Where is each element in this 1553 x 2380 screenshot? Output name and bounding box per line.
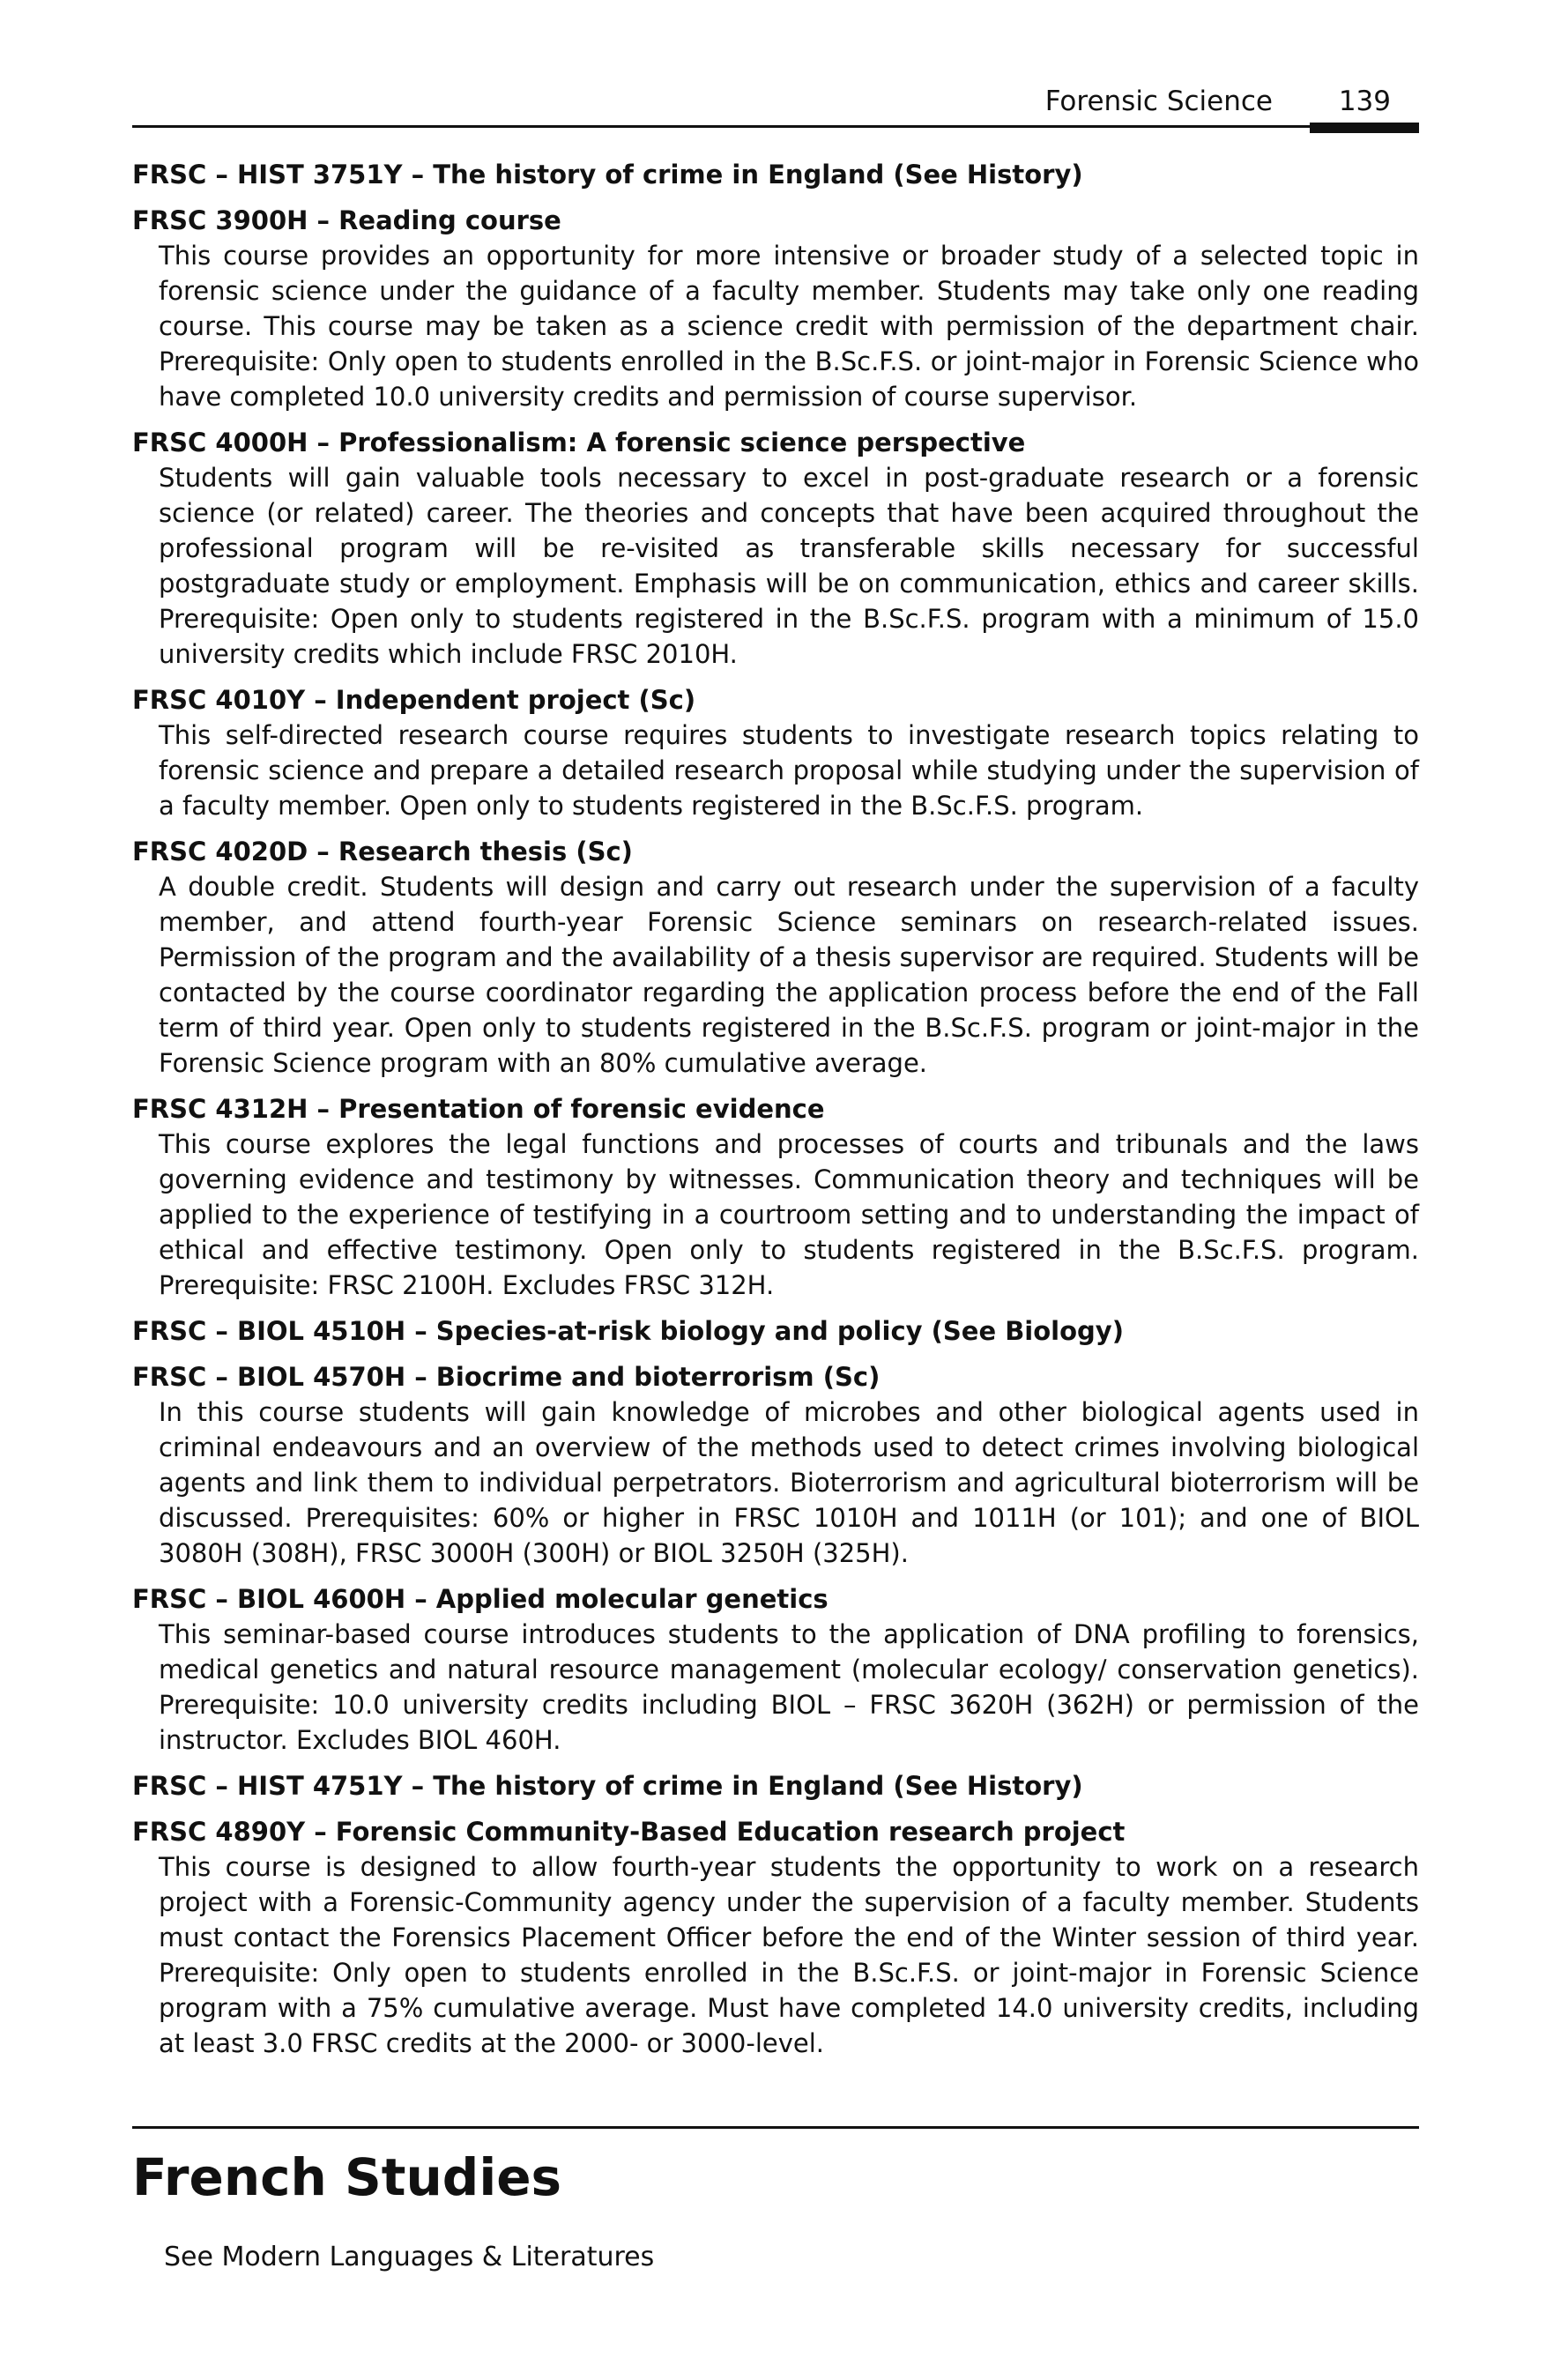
course-description: Students will gain valuable tools necessary to excel in post-graduate research or a forensic science (or related) career. The theories and concepts that have been acquired throughout the professional program will be re-visited as transferable skills necessary for successful postgraduate study or employment. Emphasis will be on communication, ethics and career skills. Prerequisite: Open only to students registered in the B.Sc.F.S. program with a minimum of 15.0 university credits which include FRSC 2010H.: [159, 463, 1419, 669]
header-tab-bar: [1310, 123, 1419, 133]
course-entry: [132, 1814, 1419, 2061]
course-title: FRSC – BIOL 4570H – Biocrime and bioterrorism (Sc): [132, 1362, 881, 1392]
course-title: FRSC 4020D – Research thesis (Sc): [132, 837, 633, 866]
course-title: FRSC – BIOL 4510H – Species-at-risk biology and policy (See Biology): [132, 1316, 1124, 1346]
course-description: This course provides an opportunity for more intensive or broader study of a selected topic in forensic science under the guidance of a faculty member. Students may take only one reading course. This course may be taken as a science credit with permission of the department chair. Prerequisite: Only open to students enrolled in the B.Sc.F.S. or joint-major in Forensic Science who have completed 10.0 university credits and permission of course supervisor.: [159, 241, 1419, 412]
course-entry: [132, 1359, 1419, 1571]
course-title: FRSC 4010Y – Independent project (Sc): [132, 685, 696, 715]
section-divider: [132, 2126, 1419, 2129]
course-description: This self-directed research course requires students to investigate research topics relating to forensic science and prepare a detailed research proposal while studying under the supervision of a faculty member. Open only to students registered in the B.Sc.F.S. program.: [159, 720, 1419, 821]
course-list: [132, 157, 1419, 2071]
running-title: Forensic Science: [1044, 86, 1273, 117]
course-title: FRSC 4000H – Professionalism: A forensic science perspective: [132, 428, 1026, 457]
course-entry: [132, 1091, 1419, 1303]
course-entry: [132, 1581, 1419, 1758]
course-description: In this course students will gain knowledge of microbes and other biological agents used in criminal endeavours and an overview of the methods used to detect crimes involving biological agents and link them to individual perpetrators. Bioterrorism and agricultural bioterrorism will be discussed. Prerequisites: 60% or higher in FRSC 1010H and 1011H (or 101); and one of BIOL 3080H (308H), FRSC 3000H (300H) or BIOL 3250H (325H).: [159, 1397, 1419, 1568]
course-description: This course is designed to allow fourth-year students the opportunity to work on a research project with a Forensic-Community agency under the supervision of a faculty member. Students must contact the Forensics Placement Officer before the end of the Winter session of third year. Prerequisite: Only open to students enrolled in the B.Sc.F.S. or joint-major in Forensic Science program with a 75% cumulative average. Must have completed 14.0 university credits, including at least 3.0 FRSC credits at the 2000- or 3000-level.: [159, 1852, 1419, 2058]
page-number: 139: [1338, 86, 1391, 117]
course-title: FRSC 4312H – Presentation of forensic evidence: [132, 1094, 825, 1124]
course-entry: [132, 1768, 1419, 1804]
course-title: FRSC 4890Y – Forensic Community-Based Education research project: [132, 1817, 1126, 1847]
course-entry: [132, 203, 1419, 414]
course-entry: [132, 1313, 1419, 1349]
course-title: FRSC – HIST 4751Y – The history of crime in England (See History): [132, 1771, 1083, 1801]
course-description: This course explores the legal functions and processes of courts and tribunals and the laws governing evidence and testimony by witnesses. Communication theory and techniques will be applied to the experience of testifying in a courtroom setting and to understanding the impact of ethical and effective testimony. Open only to students registered in the B.Sc.F.S. program. Prerequisite: FRSC 2100H. Excludes FRSC 312H.: [159, 1129, 1419, 1300]
course-description: This seminar-based course introduces students to the application of DNA profiling to forensics, medical genetics and natural resource management (molecular ecology/ conservation genetics). Prerequisite: 10.0 university credits including BIOL – FRSC 3620H (362H) or permission of the instructor. Excludes BIOL 460H.: [159, 1619, 1419, 1755]
course-title: FRSC – HIST 3751Y – The history of crime in England (See History): [132, 160, 1083, 190]
course-description: A double credit. Students will design and carry out research under the supervision of a faculty member, and attend fourth-year Forensic Science seminars on research-related issues. Permission of the program and the availability of a thesis supervisor are required. Students will be contacted by the course coordinator regarding the application process before the end of the Fall term of third year. Open only to students registered in the B.Sc.F.S. program or joint-major in the Forensic Science program with an 80% cumulative average.: [159, 872, 1419, 1078]
section-heading: French Studies: [132, 2147, 562, 2207]
course-entry: [132, 425, 1419, 672]
course-title: FRSC 3900H – Reading course: [132, 205, 561, 235]
course-title: FRSC – BIOL 4600H – Applied molecular genetics: [132, 1584, 829, 1614]
see-also-note: See Modern Languages & Literatures: [164, 2242, 655, 2272]
course-entry: [132, 834, 1419, 1081]
course-entry: [132, 157, 1419, 192]
running-header: [132, 83, 1419, 128]
course-entry: [132, 682, 1419, 823]
